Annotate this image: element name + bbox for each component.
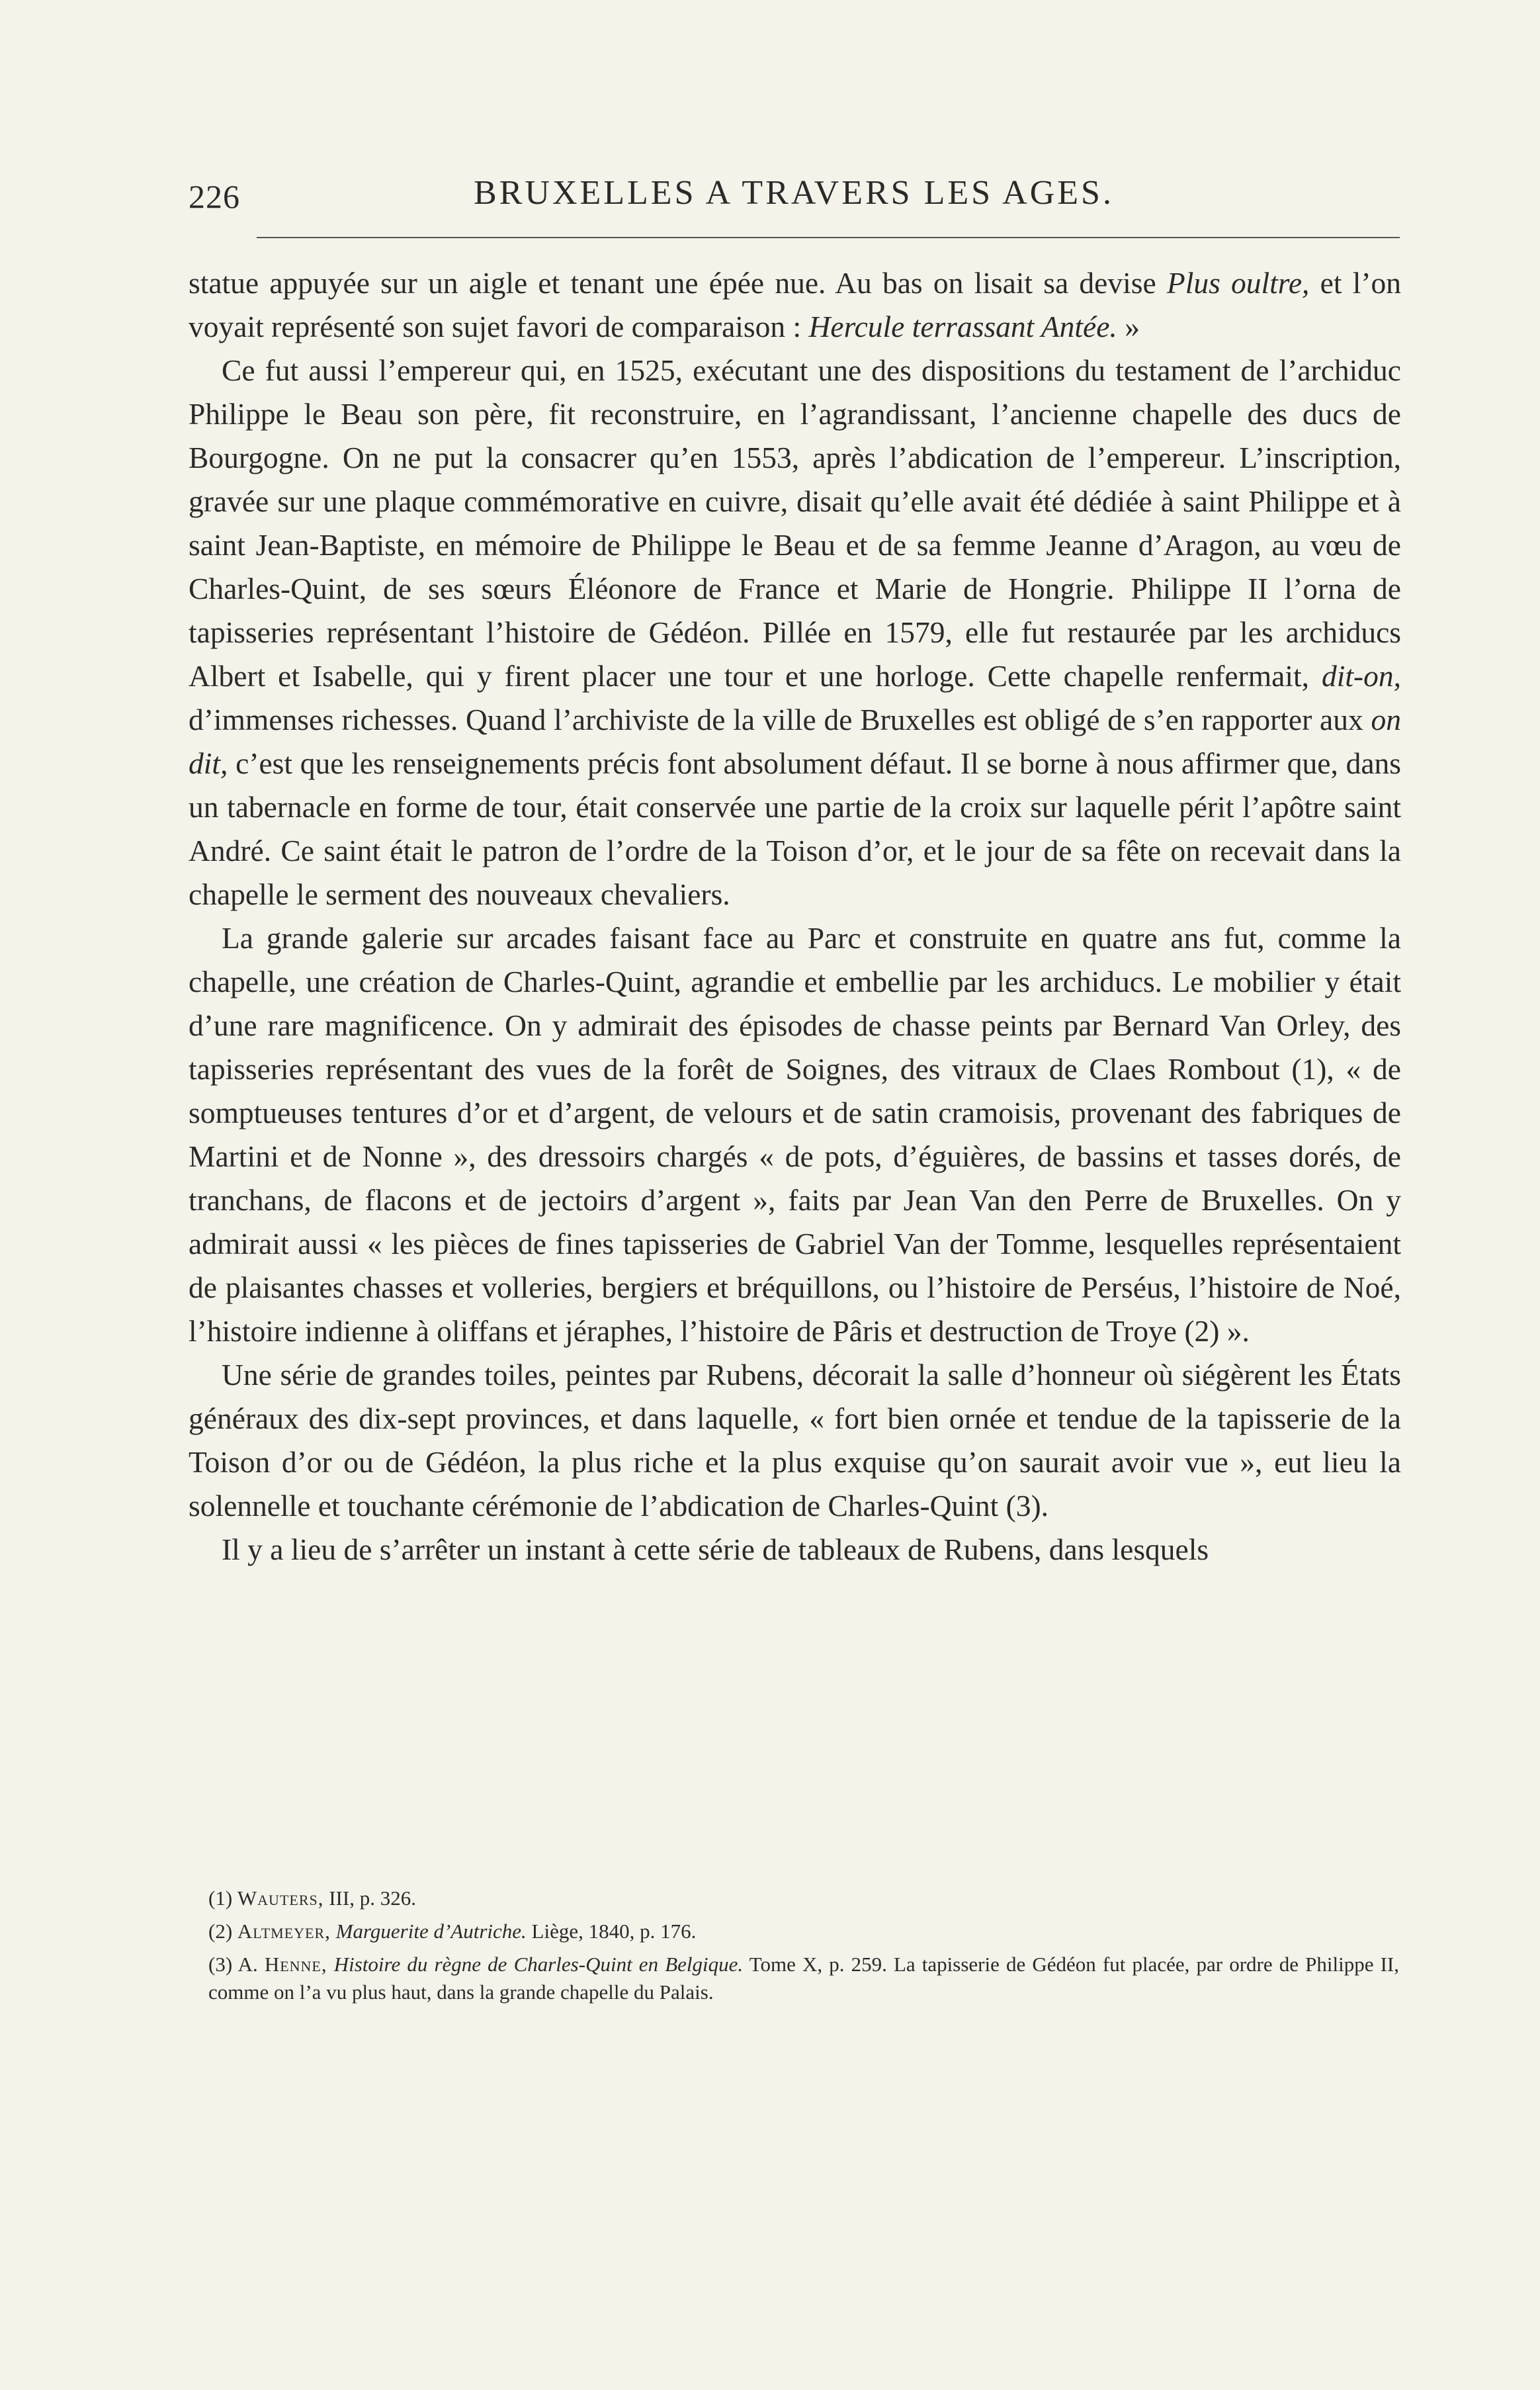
p2-text-2: d’immenses richesses. Quand l’archiviste de la ville de Bruxelles est obligé de s’en rapporter aux [189, 703, 1371, 736]
footnote-2-text: Liège, 1840, p. 176. [526, 1920, 697, 1943]
paragraph-4: Une série de grandes toiles, peintes par Rubens, décorait la salle d’honneur où siégèrent les États généraux des dix-sept provinces, et dans laquelle, « fort bien ornée et tendue de la tapisserie de la Toison d’or ou de Gédéon, la plus riche et la plus exquise qu’on saurait avoir vue », eut lieu la solennelle et touchante cérémonie de l’abdication de Charles-Quint (3). [189, 1358, 1401, 1523]
footnote-2 [208, 1918, 1399, 1945]
footnote-2-author: Altmeyer, [237, 1920, 331, 1943]
body-text [189, 261, 1401, 1571]
p2-text-1: Ce fut aussi l’empereur qui, en 1525, exécutant une des dispositions du testament de l’archiduc Philippe le Beau son père, fit reconstruire, en l’agrandissant, l’ancienne chapelle des ducs de Bourgogne. On ne put la consacrer qu’en 1553, après l’abdication de l’empereur. L’inscription, gravée sur une plaque commémorative en cuivre, disait qu’elle avait été dédiée à saint Philippe et à saint Jean-Baptiste, en mémoire de Philippe le Beau et de sa femme Jeanne d’Aragon, au vœu de Charles-Quint, de ses sœurs Éléonore de France et Marie de Hongrie. Philippe II l’orna de tapisseries représentant l’histoire de Gédéon. Pillée en 1579, elle fut restaurée par les archiducs Albert et Isabelle, qui y firent placer une tour et une horloge. Cette chapelle renfermait, [189, 353, 1401, 693]
paragraph-1 [189, 261, 1401, 349]
header-rule [257, 237, 1400, 238]
p2-text-3: c’est que les renseignements précis font absolument défaut. Il se borne à nous affirmer que, dans un tabernacle en forme de tour, était conservée une partie de la croix sur laquelle périt l’apôtre saint André. Ce saint était le patron de l’ordre de la Toison d’or, et le jour de sa fête on recevait dans la chapelle le serment des nouveaux chevaliers. [189, 746, 1401, 911]
footnote-3 [208, 1951, 1399, 2006]
p1-text-2: et l’on voyait représenté son sujet favori de comparaison : [189, 266, 1401, 343]
footnote-1-number: (1) [208, 1886, 237, 1910]
footnote-2-title: Marguerite d’Autriche. [330, 1920, 527, 1943]
footnote-1-text: III, p. 326. [323, 1886, 416, 1910]
paragraph-5: Il y a lieu de s’arrêter un instant à cette série de tableaux de Rubens, dans lesquels [222, 1532, 1209, 1566]
paragraph-2 [189, 349, 1401, 916]
running-title: BRUXELLES A TRAVERS LES AGES. [474, 174, 1114, 212]
footnote-2-number: (2) [208, 1920, 237, 1943]
p1-text-1: statue appuyée sur un aigle et tenant une épée nue. Au bas on lisait sa devise [189, 266, 1167, 300]
footnote-1-author: Wauters, [237, 1886, 324, 1910]
footnote-1 [208, 1884, 1399, 1912]
page-header [189, 173, 1399, 226]
p1-text-3: » [1117, 310, 1140, 343]
footnote-3-text: Tome X, p. 259. La tapisserie de Gédéon fut placée, par ordre de Philippe II, comme on l’a vu plus haut, dans la grande chapelle du Palais. [208, 1953, 1399, 2004]
footnote-3-title: Histoire du règne de Charles-Quint en Belgique. [327, 1953, 744, 1976]
footnotes [208, 1884, 1399, 2012]
paragraph-3: La grande galerie sur arcades faisant face au Parc et construite en quatre ans fut, comme la chapelle, une création de Charles-Quint, agrandie et embellie par les archiducs. Le mobilier y était d’une rare magnificence. On y admirait des épisodes de chasse peints par Bernard Van Orley, des tapisseries représentant des vues de la forêt de Soignes, des vitraux de Claes Rombout (1), « de somptueuses tentures d’or et d’argent, de velours et de satin cramoisis, provenant des fabriques de Martini et de Nonne », des dressoirs chargés « de pots, d’éguières, de bassins et tasses dorés, de tranchans, de flacons et de jectoirs d’argent », faits par Jean Van den Perre de Bruxelles. On y admirait aussi « les pièces de fines tapisseries de Gabriel Van der Tomme, lesquelles représentaient de plaisantes chasses et volleries, bergiers et bréquillons, ou l’histoire de Perséus, l’histoire de Noé, l’histoire indienne à oliffans et jéraphes, l’histoire de Pâris et destruction de Troye (2) ». [189, 921, 1401, 1348]
p1-italic-2: Hercule terrassant Antée. [808, 310, 1117, 343]
p2-italic-2: on dit, [189, 703, 1401, 780]
page-number: 226 [189, 178, 240, 215]
p1-italic-1: Plus oultre, [1166, 266, 1310, 300]
footnote-3-number: (3) A. [208, 1953, 265, 1976]
p2-italic-1: dit-on, [1321, 659, 1401, 693]
footnote-3-author: Henne, [264, 1953, 327, 1976]
